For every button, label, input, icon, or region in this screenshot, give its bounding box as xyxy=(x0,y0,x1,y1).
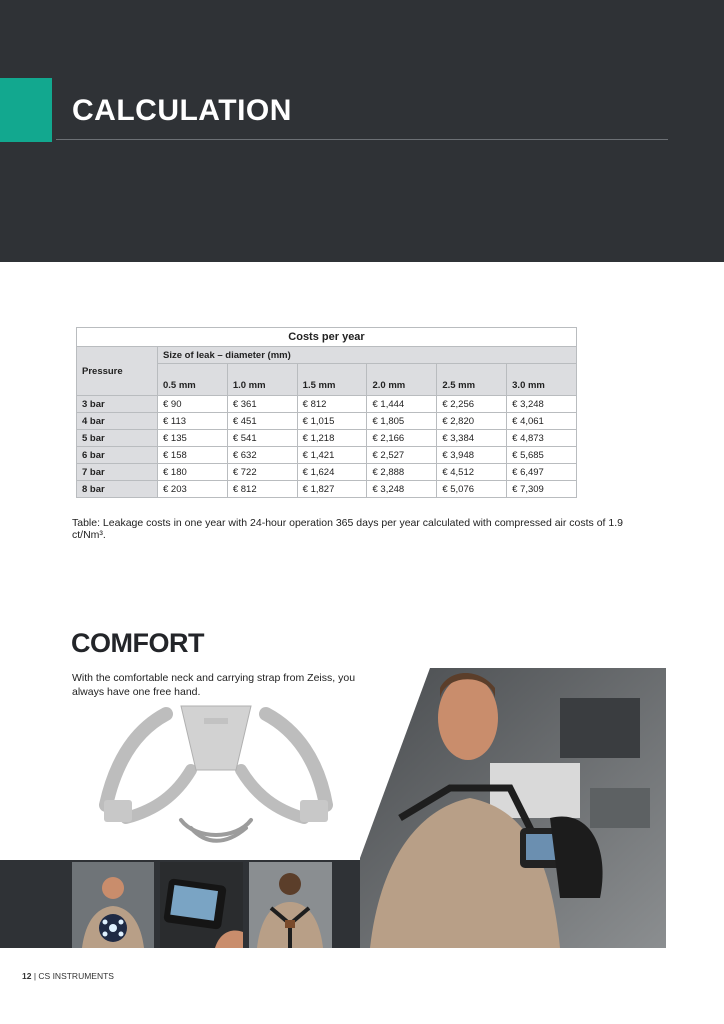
table-cell: € 90 xyxy=(158,396,228,413)
table-cell: € 812 xyxy=(227,481,297,498)
table-cell: € 2,256 xyxy=(437,396,507,413)
table-cell: € 1,421 xyxy=(297,447,367,464)
table-cell: € 1,624 xyxy=(297,464,367,481)
table-cell: € 632 xyxy=(227,447,297,464)
table-cell: € 158 xyxy=(158,447,228,464)
thumbnail-device-screen xyxy=(160,862,243,948)
table-row xyxy=(77,464,577,481)
table-row xyxy=(77,413,577,430)
table-cell: € 1,218 xyxy=(297,430,367,447)
table-caption: Costs per year xyxy=(77,328,577,347)
table-cell: € 1,444 xyxy=(367,396,437,413)
table-cell: € 4,061 xyxy=(507,413,577,430)
table-cell: € 812 xyxy=(297,396,367,413)
row-label: 4 bar xyxy=(77,413,158,430)
page-number: 12 xyxy=(22,971,32,981)
section-title: COMFORT xyxy=(71,628,204,658)
table-cell: € 203 xyxy=(158,481,228,498)
table-cell: € 1,805 xyxy=(367,413,437,430)
main-photo xyxy=(360,668,666,948)
table-cell: € 6,497 xyxy=(507,464,577,481)
footer-brand: CS INSTRUMENTS xyxy=(38,971,114,981)
footer-separator: | xyxy=(31,971,39,981)
table-cell: € 3,948 xyxy=(437,447,507,464)
table-cell: € 361 xyxy=(227,396,297,413)
row-label: 3 bar xyxy=(77,396,158,413)
table-cell: € 451 xyxy=(227,413,297,430)
column-header: 0.5 mm xyxy=(158,364,228,396)
title-rule xyxy=(56,139,668,140)
table-cell: € 3,248 xyxy=(507,396,577,413)
table-cell: € 2,888 xyxy=(367,464,437,481)
harness-illustration xyxy=(96,700,336,850)
table-cell: € 541 xyxy=(227,430,297,447)
column-header: 2.0 mm xyxy=(367,364,437,396)
accent-block xyxy=(0,78,52,142)
table-cell: € 4,512 xyxy=(437,464,507,481)
row-label: 7 bar xyxy=(77,464,158,481)
thumbnail-front-view xyxy=(72,862,154,948)
table-row xyxy=(77,447,577,464)
page-title: CALCULATION xyxy=(72,94,292,127)
table-cell: € 2,527 xyxy=(367,447,437,464)
table-cell: € 135 xyxy=(158,430,228,447)
page-footer xyxy=(22,971,114,981)
table-cell: € 722 xyxy=(227,464,297,481)
leak-size-header: Size of leak – diameter (mm) xyxy=(158,347,577,364)
costs-table xyxy=(76,327,577,498)
column-header: 1.0 mm xyxy=(227,364,297,396)
table-cell: € 2,166 xyxy=(367,430,437,447)
row-label: 8 bar xyxy=(77,481,158,498)
table-row xyxy=(77,481,577,498)
table-cell: € 180 xyxy=(158,464,228,481)
table-cell: € 113 xyxy=(158,413,228,430)
column-header: 1.5 mm xyxy=(297,364,367,396)
table-note: Table: Leakage costs in one year with 24-hour operation 365 days per year calculated with compressed air costs of 1.9 ct/Nm³. xyxy=(72,517,623,541)
table-cell: € 2,820 xyxy=(437,413,507,430)
table-row xyxy=(77,430,577,447)
table-cell: € 3,248 xyxy=(367,481,437,498)
column-header: 3.0 mm xyxy=(507,364,577,396)
table-cell: € 7,309 xyxy=(507,481,577,498)
table-body xyxy=(77,396,577,498)
table-row xyxy=(77,396,577,413)
pressure-header: Pressure xyxy=(77,347,158,396)
table-cell: € 1,827 xyxy=(297,481,367,498)
header-band xyxy=(0,0,724,262)
row-label: 5 bar xyxy=(77,430,158,447)
table-cell: € 1,015 xyxy=(297,413,367,430)
table-cell: € 5,076 xyxy=(437,481,507,498)
table-cell: € 4,873 xyxy=(507,430,577,447)
thumbnail-back-view xyxy=(249,862,332,948)
section-text: With the comfortable neck and carrying strap from Zeiss, you always have one free hand. xyxy=(72,672,356,698)
row-label: 6 bar xyxy=(77,447,158,464)
table-cell: € 5,685 xyxy=(507,447,577,464)
column-header: 2.5 mm xyxy=(437,364,507,396)
table-cell: € 3,384 xyxy=(437,430,507,447)
